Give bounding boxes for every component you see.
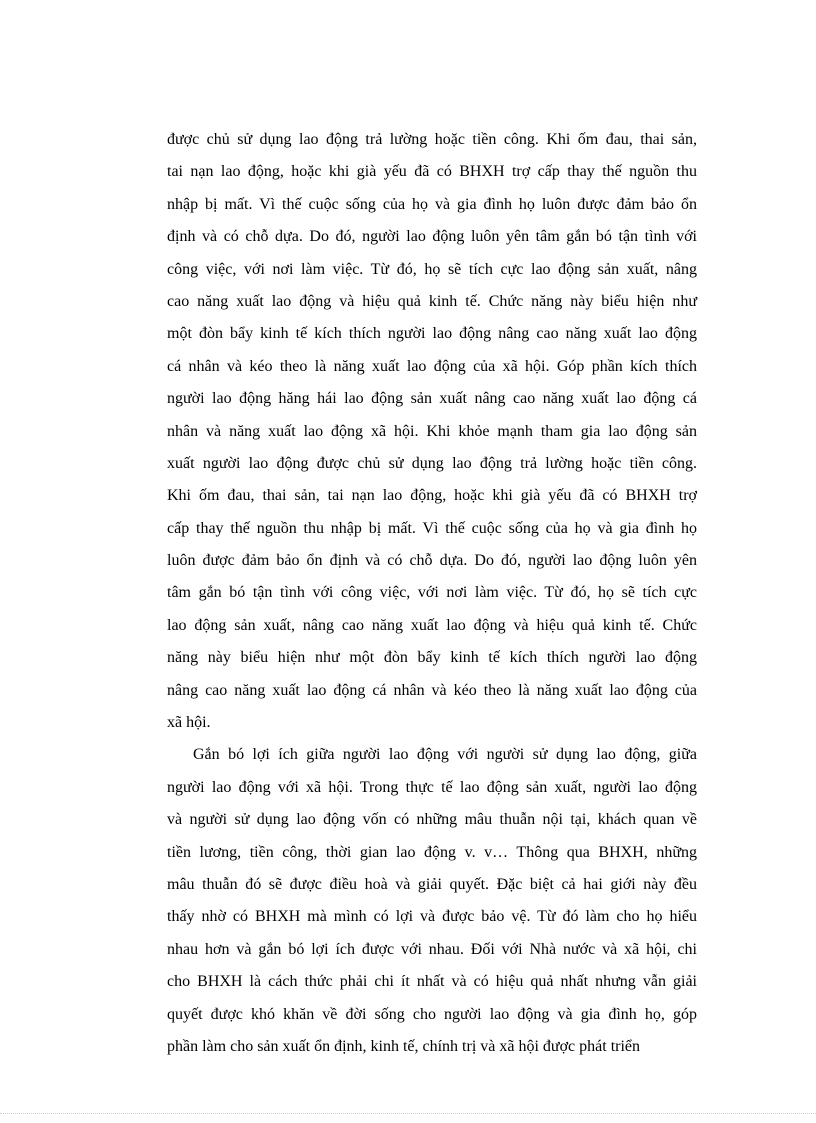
text-line: công việc, với nơi làm việc. Từ đó, họ sẽ tích cực lao động sản xuất, nâng <box>167 260 697 278</box>
text-line: Gắn bó lợi ích giữa người lao động với người sử dụng lao động, giữa <box>193 746 697 764</box>
text-line: xuất người lao động được chủ sử dụng lao động trả lường hoặc tiền công. <box>167 454 697 472</box>
text-line: nhau hơn và gắn bó lợi ích được với nhau. Đối với Nhà nước và xã hội, chi <box>167 940 697 958</box>
text-line: cấp thay thế nguồn thu nhập bị mất. Vì thế cuộc sống của họ và gia đình họ <box>167 519 697 537</box>
text-line: nhân và năng xuất lao động xã hội. Khi khỏe mạnh tham gia lao động sản <box>167 422 697 440</box>
text-line: năng này biểu hiện như một đòn bẩy kinh tế kích thích người lao động <box>167 649 697 667</box>
text-line: mâu thuẫn đó sẽ được điều hoà và giải quyết. Đặc biệt cả hai giới này đều <box>167 875 697 893</box>
text-line: luôn được đảm bảo ổn định và có chỗ dựa. Do đó, người lao động luôn yên <box>167 552 697 570</box>
text-line: nhập bị mất. Vì thế cuộc sống của họ và gia đình họ luôn được đảm bảo ổn <box>167 195 697 213</box>
text-line: tiền lương, tiền công, thời gian lao động v. v… Thông qua BHXH, những <box>167 843 697 861</box>
text-line: quyết được khó khăn về đời sống cho người lao động và gia đình họ, góp <box>167 1005 697 1023</box>
text-line: thấy nhờ có BHXH mà mình có lợi và được bảo vệ. Từ đó làm cho họ hiểu <box>167 908 697 926</box>
paragraph-2 <box>167 739 697 1063</box>
text-line: tai nạn lao động, hoặc khi già yếu đã có BHXH trợ cấp thay thế nguồn thu <box>167 163 697 181</box>
paragraph-1 <box>167 124 697 739</box>
text-line: được chủ sử dụng lao động trả lường hoặc tiền công. Khi ốm đau, thai sản, <box>167 131 697 148</box>
text-line: định và có chỗ dựa. Do đó, người lao động luôn yên tâm gắn bó tận tình với <box>167 228 697 246</box>
text-line: cho BHXH là cách thức phải chi ít nhất và có hiệu quả nhất nhưng vẫn giải <box>167 973 697 991</box>
text-line: tâm gắn bó tận tình với công việc, với nơi làm việc. Từ đó, họ sẽ tích cực <box>167 584 697 602</box>
text-line: người lao động với xã hội. Trong thực tế lao động sản xuất, người lao động <box>167 778 697 796</box>
body-text <box>167 124 697 1063</box>
text-line: một đòn bẩy kinh tế kích thích người lao động nâng cao năng xuất lao động <box>167 325 697 343</box>
text-line: lao động sản xuất, nâng cao năng xuất lao động và hiệu quả kinh tế. Chức <box>167 616 697 634</box>
text-line: cao năng xuất lao động và hiệu quả kinh tế. Chức năng này biểu hiện như <box>167 292 697 310</box>
text-line: và người sử dụng lao động vốn có những mâu thuẫn nội tại, khách quan về <box>167 811 697 829</box>
text-line: nâng cao năng xuất lao động cá nhân và kéo theo là năng xuất lao động của <box>167 681 697 699</box>
text-line: xã hội. <box>167 714 211 732</box>
text-line: Khi ốm đau, thai sản, tai nạn lao động, hoặc khi già yếu đã có BHXH trợ <box>167 487 697 505</box>
text-line: phần làm cho sản xuất ổn định, kinh tế, chính trị và xã hội được phát triển <box>167 1037 641 1055</box>
text-line: người lao động hăng hái lao động sản xuất nâng cao năng xuất lao động cá <box>167 390 697 408</box>
text-line: cá nhân và kéo theo là năng xuất lao động của xã hội. Góp phần kích thích <box>167 357 697 375</box>
page-bottom-border <box>0 1113 816 1114</box>
